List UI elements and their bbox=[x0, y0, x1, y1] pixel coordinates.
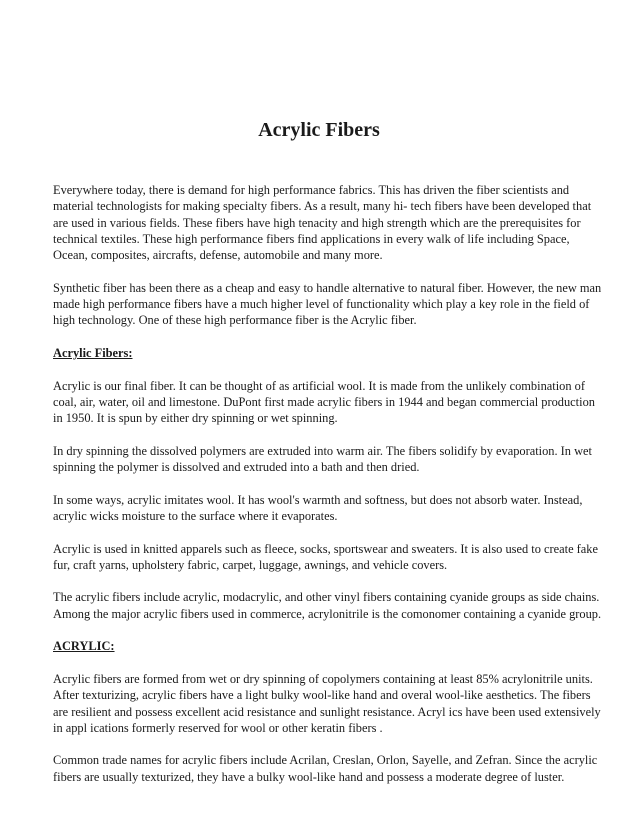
formation-paragraph: Acrylic fibers are formed from wet or dry spinning of copolymers containing at least 85% acrylonitrile units. After texturizing, acrylic fibers have a light bulky wool-like hand and overal wool-like aesthetics. The fibers are resilient and possess excellent acid resistance and sunlight resistance. Acryl ics have been used extensively in appl ications formerly reserved for wool or other keratin fibers . bbox=[53, 671, 601, 735]
page-title: Acrylic Fibers bbox=[258, 119, 380, 141]
composition-paragraph: The acrylic fibers include acrylic, modacrylic, and other vinyl fibers containing cyanide groups as side chains. Among the major acrylic fibers used in commerce, acrylonitrile is the comonomer containing a cyanide group. bbox=[53, 590, 602, 621]
wool-comparison-paragraph: In some ways, acrylic imitates wool. It has wool's warmth and softness, but does not absorb water. Instead, acrylic wicks moisture to the surface where it evaporates. bbox=[53, 492, 583, 523]
trade-names-paragraph: Common trade names for acrylic fibers include Acrilan, Creslan, Orlon, Sayelle, and Zefran. Since the acrylic fibers are usually texturized, they have a bulky wool-like hand and possess a moderate degree of luster. bbox=[53, 753, 598, 784]
section-heading-acrylic-fibers: Acrylic Fibers: bbox=[53, 345, 133, 360]
section-heading-acrylic: ACRYLIC: bbox=[53, 639, 115, 654]
intro-paragraph: Everywhere today, there is demand for high performance fabrics. This has driven the fiber scientists and material technologists for making specialty fibers. As a result, many hi- tech fibers have been developed that are used in various fields. These fibers have high tenacity and high strength which are the prerequisites for technical textiles. These high performance fibers find applications in every walk of life including Space, Ocean, composites, aircrafts, defense, automobile and many more. bbox=[53, 183, 592, 263]
document-body bbox=[53, 182, 603, 801]
acrylic-origin-paragraph: Acrylic is our final fiber. It can be thought of as artificial wool. It is made from the unlikely combination of coal, air, water, oil and limestone. DuPont first made acrylic fibers in 1944 and began commercial production in 1950. It is spun by either dry spinning or wet spinning. bbox=[53, 378, 595, 426]
spinning-paragraph: In dry spinning the dissolved polymers are extruded into warm air. The fibers solidify by evaporation. In wet spinning the polymer is dissolved and extruded into a bath and then dried. bbox=[53, 443, 592, 475]
synthetic-fiber-paragraph: Synthetic fiber has been there as a cheap and easy to handle alternative to natural fiber. However, the new man made high performance fibers have a much higher level of functionality which play a key role in the field of high technology. One of these high performance fiber is the Acrylic fiber. bbox=[53, 280, 602, 328]
uses-paragraph: Acrylic is used in knitted apparels such as fleece, socks, sportswear and sweaters. It is also used to create fake fur, craft yarns, upholstery fabric, carpet, luggage, awnings, and vehicle covers. bbox=[53, 541, 599, 572]
